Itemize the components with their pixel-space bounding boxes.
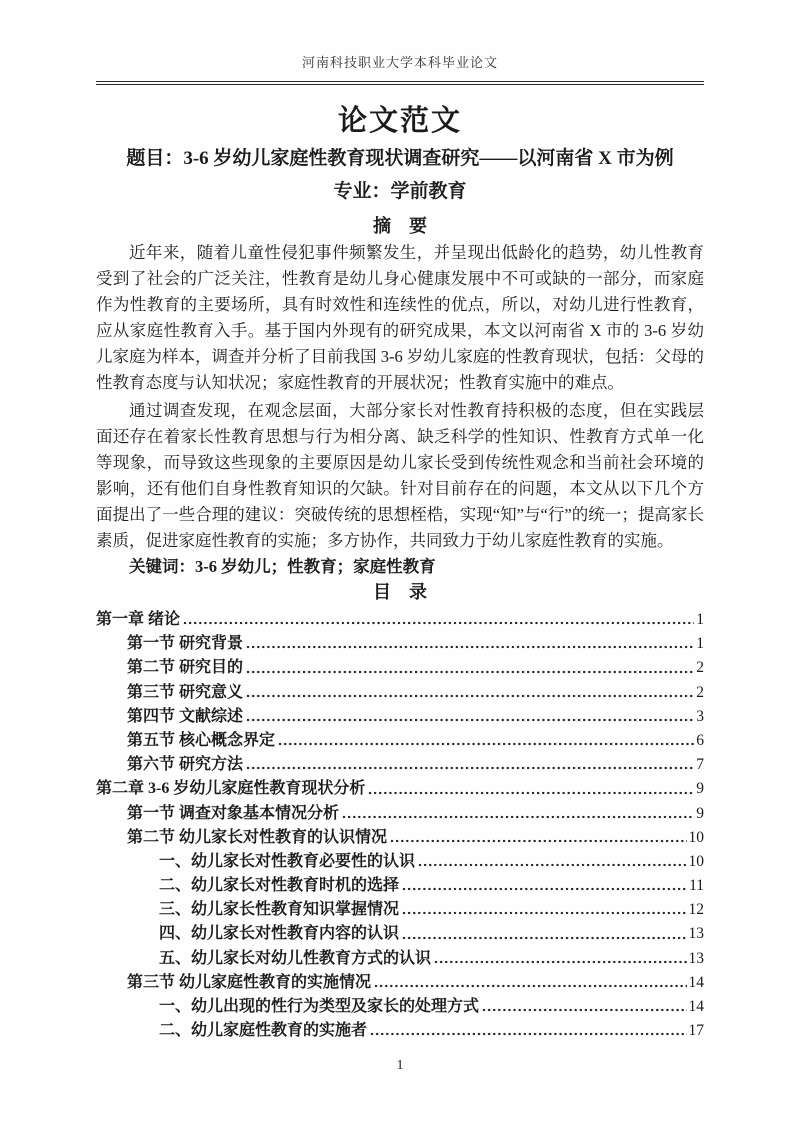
toc-entry-page: 10 [688,828,704,846]
toc-entry-page: 2 [696,683,704,701]
toc-entry-label: 第二章 3-6 岁幼儿家庭性教育现状分析 [96,780,366,798]
header-text: 河南科技职业大学本科毕业论文 [301,55,498,70]
abstract-paragraph-1: 近年来，随着儿童性侵犯事件频繁发生，并呈现出低龄化的趋势，幼儿性教育受到了社会的广泛关注，性教育是幼儿身心健康发展中不可或缺的一部分，而家庭作为性教育的主要场所，具有时效性和连续性的优点，所以，对幼儿进行性教育，应从家庭性教育入手。基于国内外现有的研究成果，本文以河南省 X 市的 3-6 岁幼儿家庭为样本，调查并分析了目前我国 3-6 岁幼儿家庭的性教育现状，包括：父母的性教育态度与认知状况；家庭性教育的开展状况；性教育实施中的难点。 [96,243,704,392]
toc-entry-label: 四、幼儿家长对性教育内容的认识 [159,925,400,943]
dot-leader [370,1031,686,1037]
toc-entry [96,703,704,727]
thesis-topic-line: 题目：3-6 岁幼儿家庭性教育现状调查研究——以河南省 X 市为例 [126,148,674,169]
toc-entry-page: 2 [696,659,704,677]
dot-leader [390,838,686,844]
toc-entry [96,872,704,896]
toc-entry-page: 14 [688,998,704,1015]
dot-leader [342,814,694,820]
toc-entry [96,654,704,678]
toc-entry-page: 6 [696,731,704,749]
toc-entry-label: 第五节 核心概念界定 [127,731,276,749]
dot-leader [246,693,694,699]
toc-entry [96,945,704,969]
dot-leader [402,910,686,916]
toc-entry-page: 17 [688,1022,704,1040]
running-header [96,0,704,85]
toc-entry-label: 第一章 绪论 [96,611,181,628]
toc-entry-page: 14 [688,973,704,991]
dot-leader [246,765,694,771]
toc-entry [96,800,704,824]
toc-entry-page: 9 [696,780,704,798]
toc-entry-label: 第四节 文献综述 [127,707,244,725]
table-of-contents [96,606,704,1041]
toc-entry-label: 二、幼儿家庭性教育的实施者 [159,1022,368,1040]
keywords-line: 关键词：3-6 岁幼儿；性教育；家庭性教育 [129,557,436,576]
toc-entry-label: 第三节 幼儿家庭性教育的实施情况 [127,973,372,991]
toc-entry-page: 10 [688,852,704,870]
dot-leader [402,935,686,941]
dot-leader [418,862,686,868]
toc-entry-label: 第一节 研究背景 [127,635,244,653]
abstract-heading: 摘 要 [373,216,427,236]
toc-entry [96,969,704,993]
dot-leader [278,741,694,747]
dot-leader [183,620,694,626]
toc-entry-page: 13 [688,949,704,967]
toc-entry-label: 第三节 研究意义 [127,683,244,701]
dot-leader [374,983,686,989]
document-title: 论文范文 [337,105,462,137]
toc-entry [96,1017,704,1041]
abstract-paragraph-2: 通过调查发现，在观念层面，大部分家长对性教育持积极的态度，但在实践层面还存在着家长性教育思想与行为相分离、缺乏科学的性知识、性教育方式单一化等现象，而导致这些现象的主要原因是幼儿家长受到传统性观念和当前社会环境的影响，还有他们自身性教育知识的欠缺。针对目前存在的问题，本文从以下几个方面提出了一些合理的建议：突破传统的思想桎梏，实现“知”与“行”的统一；提高家长素质，促进家庭性教育的实施；多方协作，共同致力于幼儿家庭性教育的实施。 [96,401,704,550]
toc-entry-label: 五、幼儿家长对幼儿性教育方式的认识 [159,949,432,967]
toc-entry-page: 1 [696,611,704,628]
dot-leader [246,644,694,650]
footer-page-number: 1 [396,1058,404,1073]
dot-leader [482,1007,686,1013]
toc-entry-page: 7 [696,756,704,774]
dot-leader [434,959,686,965]
toc-entry-page: 11 [689,877,704,895]
toc-entry-page: 3 [696,707,704,725]
toc-entry [96,824,704,848]
toc-entry-label: 第二节 研究目的 [127,659,244,677]
toc-entry [96,993,704,1017]
toc-heading: 目 录 [373,582,427,602]
toc-entry [96,679,704,703]
toc-entry-label: 第二节 幼儿家长对性教育的认识情况 [127,828,388,846]
toc-entry [96,630,704,654]
toc-entry-label: 第六节 研究方法 [127,756,244,774]
dot-leader [402,886,687,892]
toc-entry-page: 9 [696,804,704,822]
dot-leader [368,790,694,796]
toc-entry-page: 13 [688,925,704,943]
toc-entry [96,775,704,799]
toc-entry [96,606,704,630]
toc-entry [96,896,704,920]
dot-leader [246,717,694,723]
major-line: 专业：学前教育 [333,181,467,202]
toc-entry [96,848,704,872]
toc-entry [96,751,704,775]
toc-entry-label: 三、幼儿家长性教育知识掌握情况 [159,901,400,919]
toc-entry-page: 12 [688,901,704,919]
toc-entry [96,727,704,751]
toc-entry-label: 一、幼儿出现的性行为类型及家长的处理方式 [159,998,480,1015]
toc-entry-label: 一、幼儿家长对性教育必要性的认识 [159,852,416,870]
toc-entry-label: 二、幼儿家长对性教育时机的选择 [159,877,400,895]
toc-entry-page: 1 [696,635,704,653]
dot-leader [246,669,694,675]
toc-entry [96,920,704,944]
toc-entry-label: 第一节 调查对象基本情况分析 [127,804,340,822]
